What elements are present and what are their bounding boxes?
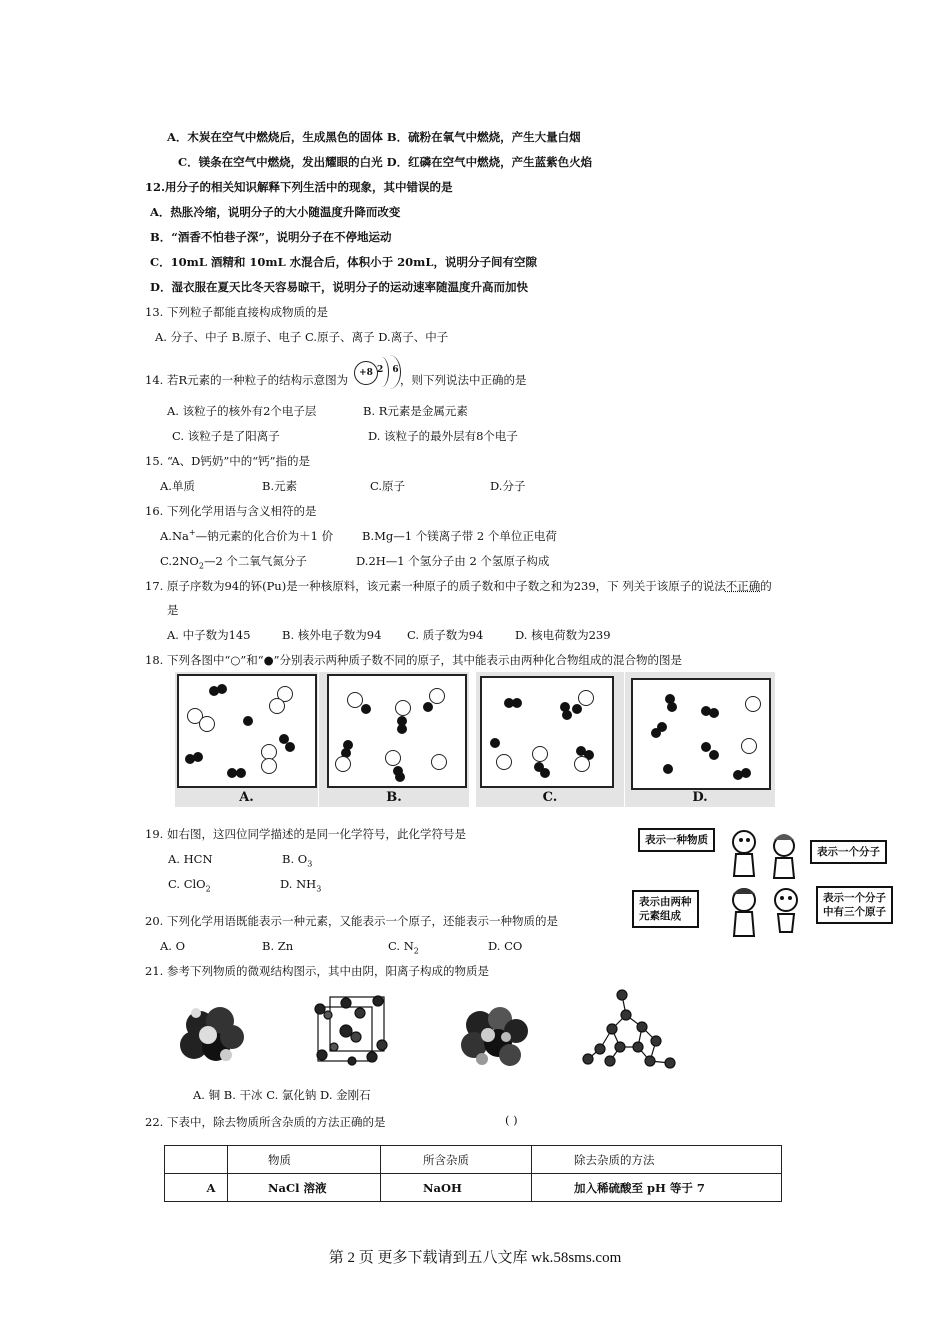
q20-option-d: D. CO — [488, 939, 523, 953]
bubble-two-elements: 表示由两种 元素组成 — [632, 890, 699, 928]
shell-electrons: 2 6 — [377, 365, 402, 375]
q13-options: A. 分子、中子 B.原子、电子 C.原子、离子 D.离子、中子 — [155, 330, 449, 344]
q12-option-a: A．热胀冷缩，说明分子的大小随温度升降而改变 — [150, 205, 401, 219]
q17-stem-cont: 是 — [167, 603, 179, 617]
q14-option-b: B. R元素是金属元素 — [363, 404, 468, 418]
table-header-row — [165, 1146, 782, 1174]
q21-options: A. 铜 B. 干冰 C. 氯化钠 D. 金刚石 — [193, 1088, 371, 1102]
page-footer: 第 2 页 更多下载请到五八文库 wk.58sms.com — [328, 1250, 622, 1266]
q19-option-c: C. ClO$_2$ — [168, 877, 211, 894]
q19-cartoon — [632, 820, 894, 942]
q18-label-b: B. — [386, 790, 402, 805]
q20-option-b: B. Zn — [262, 939, 294, 953]
q19-option-d: D. $NH_3$ — [280, 877, 322, 894]
q14-stem-before: 14. 若R元素的一种粒子的结构示意图为 — [145, 373, 349, 387]
q16-option-c: $C.2NO_2—2$ 个二氧气氮分子 — [160, 554, 307, 571]
q19-stem: 19. 如右图，这四位同学描述的是同一化学符号，此化学符号是 — [145, 827, 466, 841]
table-row — [165, 1174, 782, 1202]
q15-option-b: B.元素 — [262, 479, 298, 493]
bubble-substance: 表示一种物质 — [638, 828, 715, 852]
q13-stem: 13. 下列粒子都能直接构成物质的是 — [145, 305, 328, 319]
q14-stem-after: ，则下列说法中正确的是 — [400, 373, 527, 387]
q12-option-c: C．10mL 酒精和 10mL 水混合后，体积小于 20mL，说明分子间有空隙 — [150, 255, 537, 269]
table-header — [165, 1146, 228, 1174]
q16-stem: 16. 下列化学用语与含义相符的是 — [145, 504, 317, 518]
q18-panel-a — [175, 672, 318, 807]
q15-option-c: C.原子 — [370, 479, 406, 493]
q18-panel-c — [476, 672, 624, 807]
table-cell: NaOH — [381, 1174, 532, 1202]
table-cell: 加入稀硫酸至 pH 等于 7 — [532, 1174, 782, 1202]
nucleus: +8 — [354, 361, 378, 385]
q18-panel-b — [319, 672, 469, 807]
q21-structures — [150, 985, 690, 1077]
q19-option-a: A. HCN — [168, 852, 213, 866]
q20-option-c: C. $N_2$ — [388, 939, 419, 956]
table-header: 物质 — [228, 1146, 381, 1174]
q12-stem: 12.用分子的相关知识解释下列生活中的现象，其中错误的是 — [145, 180, 453, 194]
q15-option-d: D.分子 — [490, 479, 526, 493]
q12-option-b: B．“酒香不怕巷子深”，说明分子在不停地运动 — [150, 230, 392, 244]
q22-answer-blank: ( ) — [505, 1113, 518, 1127]
q18-stem: 18. 下列各图中“○”和“●”分别表示两种质子数不同的原子，其中能表示由两种化合物组成的混合物的图是 — [145, 653, 683, 667]
q14-option-a: A. 该粒子的核外有2个电子层 — [167, 404, 317, 418]
bubble-three-atoms: 表示一个分子 中有三个原子 — [816, 886, 893, 924]
q17-option-b: B. 核外电子数为94 — [282, 628, 382, 642]
q16-option-d: D.2H—1 个氢分子由 2 个氢原子构成 — [356, 554, 550, 568]
q19-option-b: B. $O_3$ — [282, 852, 313, 869]
students-drawing — [728, 820, 810, 942]
dry-ice-structure — [315, 996, 387, 1065]
atom-structure-diagram — [354, 357, 402, 387]
q12-option-d: D．湿衣服在夏天比冬天容易晾干，说明分子的运动速率随温度升高而加快 — [150, 280, 528, 294]
bubble-molecule: 表示一个分子 — [810, 840, 887, 864]
q18-label-a: A. — [239, 790, 254, 805]
table-cell: NaCl 溶液 — [228, 1174, 381, 1202]
q17-stem: 17. 原子序数为94的钚(Pu)是一种核原料，该元素一种原子的质子数和中子数之和为239，下 列关于该原子的说法不正确的 — [145, 579, 772, 593]
q16-option-a: A.Na+—钠元素的化合价为＋1 价 — [160, 528, 334, 543]
table-header: 所含杂质 — [381, 1146, 532, 1174]
table-cell: A — [165, 1174, 228, 1202]
impurity-table — [164, 1145, 782, 1202]
q17-option-c: C. 质子数为94 — [407, 628, 484, 642]
q17-option-a: A. 中子数为145 — [167, 628, 251, 642]
q11-option-cd: C．镁条在空气中燃烧，发出耀眼的白光 D．红磷在空气中燃烧，产生蓝紫色火焰 — [178, 155, 593, 169]
diamond-structure — [583, 990, 675, 1068]
q18-label-d: D. — [692, 790, 708, 805]
q16-option-b: B.Mg—1 个镁离子带 2 个单位正电荷 — [362, 529, 557, 543]
q18-label-c: C. — [542, 790, 558, 805]
table-header: 除去杂质的方法 — [532, 1146, 782, 1174]
q20-stem: 20. 下列化学用语既能表示一种元素，又能表示一个原子，还能表示一种物质的是 — [145, 914, 558, 928]
q11-option-ab: A．木炭在空气中燃烧后，生成黑色的固体 B．硫粉在氧气中燃烧，产生大量白烟 — [167, 130, 581, 144]
q21-stem: 21. 参考下列物质的微观结构图示，其中由阴，阳离子构成的物质是 — [145, 964, 489, 978]
q15-option-a: A.单质 — [160, 479, 195, 493]
q14-option-d: D. 该粒子的最外层有8个电子 — [368, 429, 518, 443]
q20-option-a: A. O — [160, 939, 186, 953]
copper-structure — [180, 1007, 244, 1061]
q15-stem: 15. “A、D钙奶”中的“钙”指的是 — [145, 454, 311, 468]
q22-stem: 22. 下表中，除去物质所含杂质的方法正确的是 — [145, 1115, 386, 1129]
q14-option-c: C. 该粒子是了阳离子 — [172, 429, 280, 443]
q18-panel-d — [625, 672, 775, 807]
sodium-chloride-structure — [461, 1007, 528, 1066]
q17-option-d: D. 核电荷数为239 — [515, 628, 611, 642]
